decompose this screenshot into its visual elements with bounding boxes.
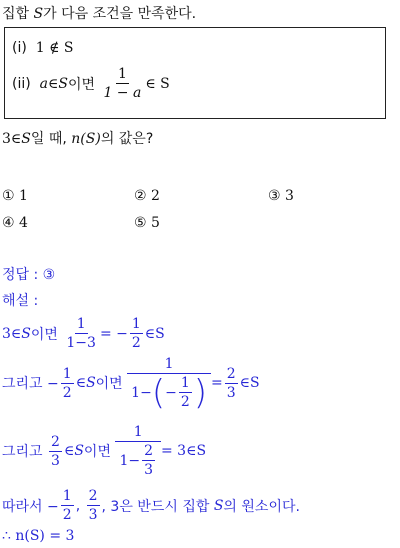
inner-fraction	[142, 443, 155, 478]
choice-value: 5	[151, 215, 160, 231]
line2-tail: ∈S	[239, 375, 260, 392]
final-answer: ∴ n(S) = 3	[2, 528, 75, 544]
line2-text-2: 이면	[95, 376, 123, 393]
condition-1-label: (i)	[12, 40, 27, 56]
line4-set: S	[213, 497, 224, 514]
question-set: S	[21, 131, 31, 147]
choice-value: 4	[19, 215, 28, 231]
denominator: 3	[144, 462, 153, 479]
right-paren-icon: )	[193, 372, 207, 413]
inner-fraction	[179, 375, 192, 410]
choice-2[interactable]	[134, 188, 160, 204]
left-paren-icon: (	[151, 372, 166, 413]
line4-fraction-2	[87, 488, 100, 523]
condition-2-text: 이면	[67, 76, 95, 93]
fraction-denominator: 1 − a	[103, 85, 142, 102]
line2-in: ∈	[75, 375, 87, 392]
condition-2-fraction	[101, 66, 143, 101]
denominator: 2	[131, 335, 141, 352]
line4-text: 따라서 −	[2, 498, 59, 515]
choice-3[interactable]	[268, 188, 294, 204]
numerator: 2	[87, 488, 100, 506]
condition-1-math: 1 ∉ S	[35, 40, 74, 56]
question-mid: 일 때,	[30, 131, 72, 147]
line1-prefix: 3∈	[2, 325, 22, 342]
line2-result-fraction	[225, 366, 238, 401]
line2-set: S	[86, 375, 96, 392]
line2-text: 그리고 −	[2, 376, 59, 393]
denominator: 1−3	[66, 335, 96, 352]
condition-2-in: ∈	[47, 75, 59, 92]
line1-equals: = −	[99, 325, 128, 342]
question	[2, 128, 153, 148]
choice-4[interactable]	[2, 215, 28, 231]
denominator: 3	[88, 507, 98, 524]
line4-separator: ,	[75, 497, 81, 514]
condition-2-tail: ∈ S	[145, 75, 170, 92]
line2-fraction	[61, 366, 74, 401]
answer-label: 정답 : ③	[2, 267, 56, 283]
line4-text-2: , 3은 반드시 집합	[101, 498, 210, 515]
denominator: 3	[51, 452, 60, 469]
solution-line-3	[2, 424, 206, 478]
stem-suffix: 가 다음 조건을 만족한다.	[43, 6, 197, 22]
line1-set: S	[21, 325, 31, 342]
line3-complex-fraction	[117, 424, 159, 478]
stem-prefix: 집합	[2, 6, 34, 22]
line1-text: 이면	[30, 326, 58, 343]
denominator: 2	[180, 394, 190, 411]
line3-in: ∈	[63, 443, 75, 460]
fraction-numerator: 1	[116, 66, 129, 84]
numerator: 1	[61, 366, 74, 384]
line2-equals: =	[211, 375, 223, 392]
numerator: 1	[115, 424, 161, 442]
choice-mark: ⑤	[134, 215, 147, 231]
denominator: 2	[62, 384, 72, 401]
choice-value: 3	[285, 188, 294, 204]
set-symbol: S	[33, 6, 44, 22]
condition-2	[12, 66, 170, 101]
question-prefix: 3∈	[2, 131, 22, 147]
choice-value: 1	[19, 188, 28, 204]
line1-tail: ∈S	[144, 325, 165, 342]
denominator: 3	[226, 384, 236, 401]
line3-text-2: 이면	[83, 444, 111, 461]
numerator: 1	[130, 316, 143, 334]
line3-text: 그리고	[2, 444, 43, 461]
solution-line-4	[2, 488, 300, 523]
numerator: 1	[75, 316, 88, 334]
question-n: n(S)	[71, 131, 101, 147]
inner-sign: −	[165, 384, 177, 401]
line2-complex-fraction	[129, 356, 209, 413]
line4-text-3: 의 원소이다.	[223, 498, 300, 515]
condition-1	[12, 40, 74, 56]
question-suffix: 의 값은?	[100, 131, 154, 147]
choice-value: 2	[151, 188, 160, 204]
numerator: 1	[127, 356, 211, 374]
numerator: 2	[49, 434, 62, 452]
line3-tail: = 3∈S	[161, 443, 207, 460]
denominator: 2	[62, 507, 72, 524]
problem-stem	[2, 3, 196, 23]
solution-line-1	[2, 316, 165, 351]
condition-2-S: S	[58, 75, 68, 92]
choice-mark: ③	[268, 188, 281, 204]
condition-2-a: a	[39, 75, 48, 92]
numerator: 1	[179, 375, 192, 393]
numerator: 2	[142, 443, 155, 461]
line1-fraction-2	[130, 316, 143, 351]
complex-denominator	[117, 442, 159, 478]
choice-1[interactable]	[2, 188, 28, 204]
complex-denominator	[129, 372, 209, 413]
numerator: 1	[61, 488, 74, 506]
solution-line-2	[2, 356, 260, 413]
line1-fraction	[64, 316, 98, 351]
numerator: 2	[225, 366, 238, 384]
choice-mark: ②	[134, 188, 147, 204]
denominator-prefix: 1−	[131, 384, 152, 401]
condition-2-label: (ii)	[12, 75, 31, 92]
choice-mark: ①	[2, 188, 15, 204]
choice-5[interactable]	[134, 215, 160, 231]
denominator-prefix: 1−	[119, 452, 141, 469]
line3-fraction	[49, 434, 62, 469]
choice-mark: ④	[2, 215, 15, 231]
line4-fraction-1	[61, 488, 74, 523]
line3-set: S	[74, 443, 84, 460]
explanation-label: 해설 :	[2, 293, 39, 309]
